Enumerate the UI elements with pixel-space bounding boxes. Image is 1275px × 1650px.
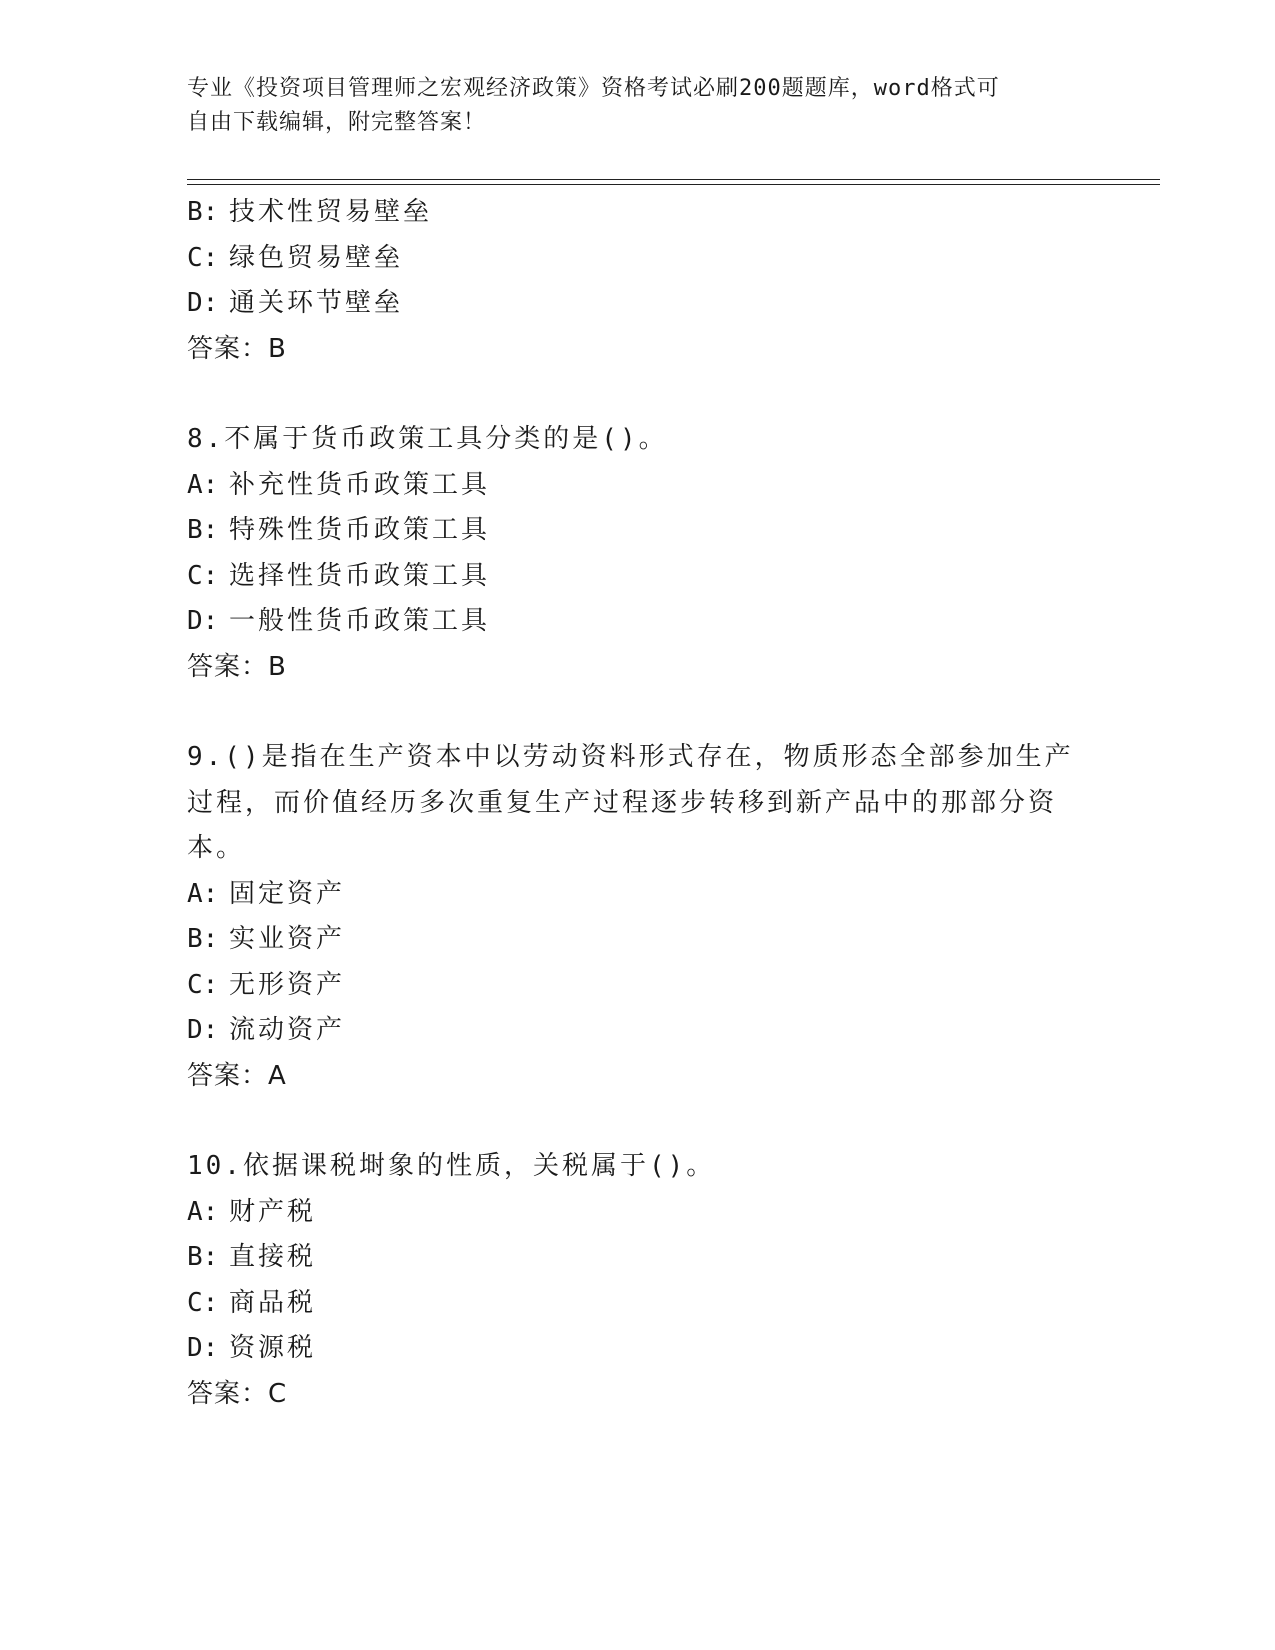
question-8 — [187, 417, 1087, 690]
question-text: 10.依据课税埘象的性质，关税属于()。 — [187, 1151, 716, 1181]
option-d: D: 通关环节壁垒 — [187, 288, 404, 318]
option-d: D: 一般性货币政策工具 — [187, 606, 491, 636]
option-a: A: 财产税 — [187, 1196, 317, 1227]
answer: 答案：B — [187, 651, 287, 682]
answer: 答案：C — [187, 1378, 288, 1409]
header-line-2: 自由下载编辑，附完整答案！ — [187, 110, 487, 135]
question-text-line-3: 本。 — [187, 833, 246, 863]
document-header — [187, 72, 1067, 140]
option-d: D: 流动资产 — [187, 1015, 346, 1045]
option-b: B: 直接税 — [187, 1242, 317, 1272]
option-b: B: 实业资产 — [187, 924, 346, 954]
spacer — [187, 372, 1087, 417]
question-list — [187, 190, 1087, 1417]
question-10 — [187, 1144, 1087, 1417]
option-b: B: 特殊性货币政策工具 — [187, 515, 491, 545]
answer: 答案：A — [187, 1060, 287, 1091]
option-c: C: 绿色贸易壁垒 — [187, 242, 404, 273]
spacer — [187, 1099, 1087, 1144]
spacer — [187, 690, 1087, 735]
question-text-line-1: 9.()是指在生产资本中以劳动资料形式存在，物质形态全部参加生产 — [187, 742, 1074, 772]
question-text-line-2: 过程，而价值经历多次重复生产过程逐步转移到新产品中的那部分资 — [187, 787, 1058, 818]
option-a: A: 补充性货币政策工具 — [187, 469, 491, 500]
header-divider-bottom — [187, 184, 1160, 185]
option-a: A: 固定资产 — [187, 878, 346, 909]
option-c: C: 商品税 — [187, 1287, 317, 1318]
option-c: C: 无形资产 — [187, 969, 346, 1000]
header-line-1: 专业《投资项目管理师之宏观经济政策》资格考试必刷200题题库，word格式可 — [187, 76, 1000, 101]
answer: 答案：B — [187, 333, 287, 364]
question-7 — [187, 190, 1087, 372]
option-b: B: 技术性贸易壁垒 — [187, 197, 433, 227]
question-9 — [187, 735, 1087, 1099]
option-d: D: 资源税 — [187, 1333, 317, 1363]
option-c: C: 选择性货币政策工具 — [187, 560, 491, 591]
question-text: 8.不属于货币政策工具分类的是()。 — [187, 424, 668, 454]
header-divider-top — [187, 179, 1160, 180]
